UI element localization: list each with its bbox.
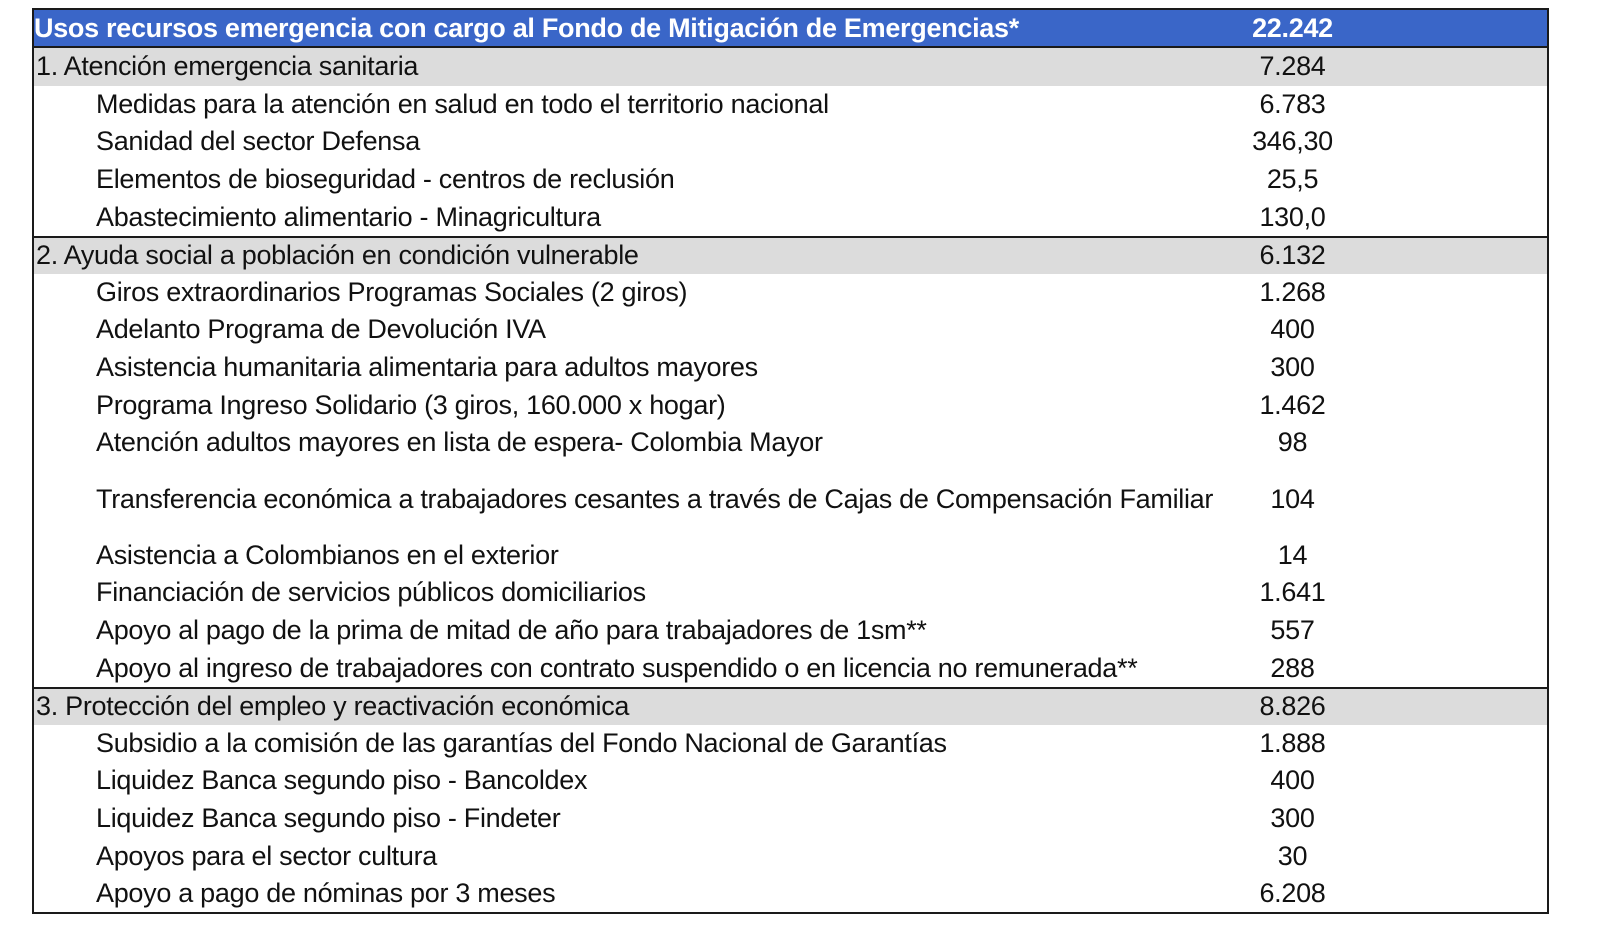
table-row [34,462,1547,537]
item-value: 557 [1270,615,1315,646]
table-row [34,574,1547,612]
item-label: Financiación de servicios públicos domiciliarios [96,577,646,608]
item-label: Transferencia económica a trabajadores cesantes a través de Cajas de Compensación Familiar [96,483,1214,514]
section-value: 7.284 [1259,51,1326,82]
item-value: 98 [1277,427,1308,458]
item-value: 1.268 [1259,276,1326,307]
table-row [34,386,1547,424]
item-value: 400 [1270,314,1315,345]
item-label: Giros extraordinarios Programas Sociales (2 giros) [96,276,688,307]
section-label: 3. Protección del empleo y reactivación económica [36,691,630,722]
section-row-sanitary [34,48,1547,86]
section-label: 1. Atención emergencia sanitaria [36,51,419,82]
section-row-employment [34,687,1547,725]
item-label: Apoyo a pago de nóminas por 3 meses [96,878,556,909]
item-label: Elementos de bioseguridad - centros de reclusión [96,164,675,195]
item-value: 14 [1277,539,1308,570]
item-label: Medidas para la atención en salud en todo el territorio nacional [96,88,829,119]
table-row [34,649,1547,687]
table-total-value: 22.242 [1252,12,1333,43]
section-value: 8.826 [1259,691,1326,722]
item-value: 30 [1277,840,1308,871]
table-row [34,800,1547,838]
table-row [34,837,1547,875]
item-label: Sanidad del sector Defensa [96,126,420,157]
emergency-funds-table [32,8,1549,914]
item-value: 25,5 [1266,164,1319,195]
section-row-social-aid [34,236,1547,274]
table-header-row [34,10,1547,48]
item-label: Apoyo al ingreso de trabajadores con contrato suspendido o en licencia no remunerada** [96,652,1138,683]
section-label: 2. Ayuda social a población en condición vulnerable [36,240,639,271]
table-row [34,349,1547,387]
item-label: Liquidez Banca segundo piso - Bancoldex [96,765,588,796]
item-value: 400 [1270,765,1315,796]
item-value: 1.888 [1259,727,1326,758]
table-row [34,725,1547,763]
item-label: Asistencia humanitaria alimentaria para adultos mayores [96,352,758,383]
item-value: 1.641 [1259,577,1326,608]
item-value: 1.462 [1259,389,1326,420]
item-label: Asistencia a Colombianos en el exterior [96,539,559,570]
table-row [34,198,1547,236]
table-row [34,762,1547,800]
table-row [34,86,1547,124]
item-label: Programa Ingreso Solidario (3 giros, 160.000 x hogar) [96,389,726,420]
item-value: 6.783 [1259,88,1326,119]
table-row [34,123,1547,161]
section-value: 6.132 [1259,240,1326,271]
item-value: 300 [1270,352,1315,383]
table-row [34,612,1547,650]
item-label: Adelanto Programa de Devolución IVA [96,314,546,345]
item-label: Apoyos para el sector cultura [96,840,437,871]
item-value: 288 [1270,652,1315,683]
item-label: Apoyo al pago de la prima de mitad de año para trabajadores de 1sm** [96,615,927,646]
table-row [34,311,1547,349]
item-label: Atención adultos mayores en lista de espera- Colombia Mayor [96,427,823,458]
table-row [34,537,1547,575]
item-label: Liquidez Banca segundo piso - Findeter [96,802,561,833]
item-value: 346,30 [1252,126,1333,157]
item-value: 130,0 [1259,201,1326,232]
table-row [34,424,1547,462]
item-label: Subsidio a la comisión de las garantías del Fondo Nacional de Garantías [96,727,947,758]
table-row [34,161,1547,199]
item-value: 104 [1270,483,1315,514]
table-row [34,274,1547,312]
item-label: Abastecimiento alimentario - Minagricultura [96,201,601,232]
item-value: 300 [1270,802,1315,833]
item-value: 6.208 [1259,878,1326,909]
table-title: Usos recursos emergencia con cargo al Fondo de Mitigación de Emergencias* [34,12,1019,43]
table-row [34,875,1547,913]
